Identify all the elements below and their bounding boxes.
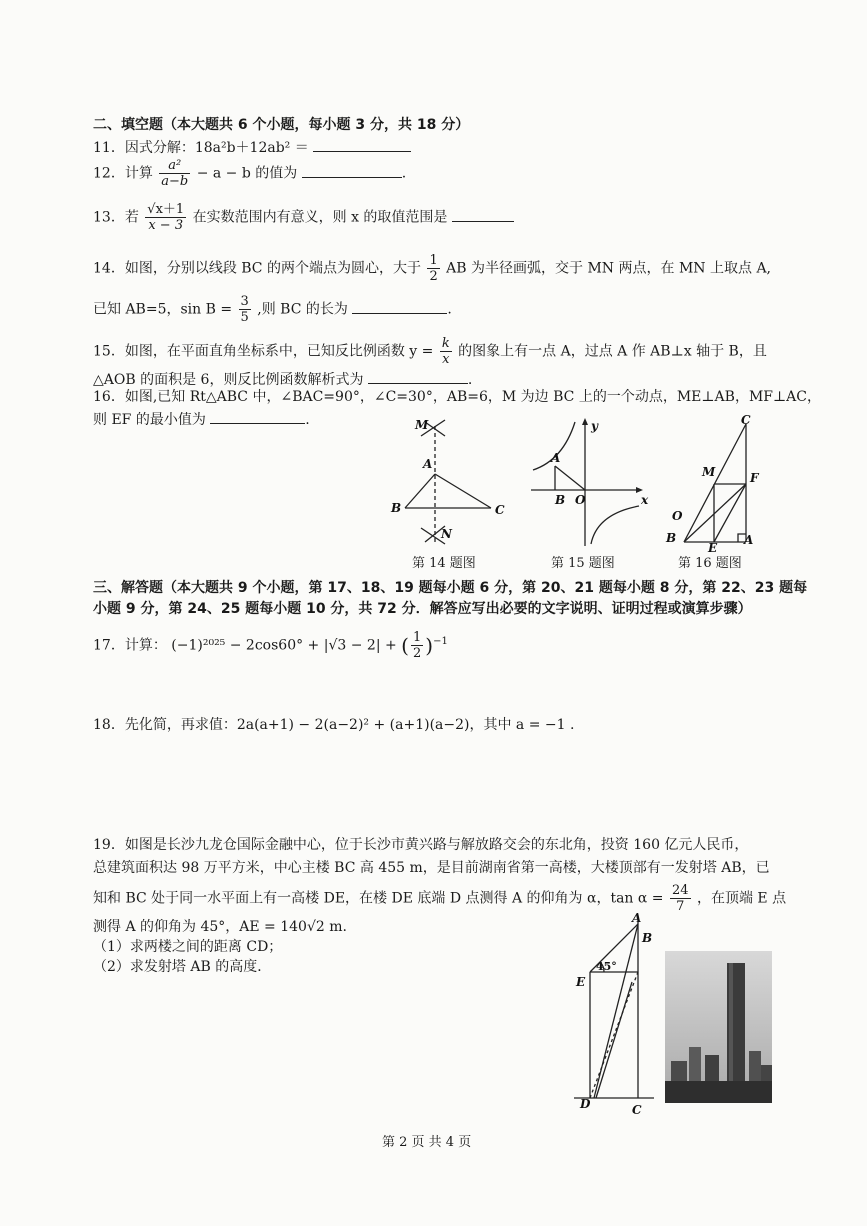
figure-19-photo	[665, 951, 772, 1103]
q17-fraction	[411, 630, 423, 661]
q12-end: .	[401, 165, 407, 182]
question-16-line-1: 16．如图,已知 Rt△ABC 中，∠BAC=90°，∠C=30°，AB=6，M 为边 BC 上的一个动点，ME⊥AB，MF⊥AC，	[93, 389, 821, 405]
question-19-line-3	[93, 883, 786, 914]
figure-15	[527, 414, 652, 554]
q14-text-b: AB 为半径画弧，交于 MN 两点，在 MN 上取点 A,	[446, 260, 772, 277]
q14-num: 1	[429, 253, 438, 268]
q14-fraction-half	[427, 253, 439, 284]
figure-14	[385, 414, 515, 554]
fig15-label-y: y	[591, 419, 598, 433]
q12-answer-blank[interactable]	[302, 163, 402, 178]
figure-14-caption: 第 14 题图	[412, 556, 476, 571]
fig14-label-n: N	[441, 527, 452, 541]
q17-num: 1	[412, 630, 422, 645]
question-19-line-4: 测得 A 的仰角为 45°，AE = 140√2 m.	[93, 919, 347, 935]
fig19-label-a: A	[632, 912, 642, 925]
q14-fraction-sin	[239, 294, 251, 325]
fig19-label-b: B	[642, 931, 653, 945]
question-17: 17．计算： (−1)²⁰²⁵ − 2cos60° + |√3 − 2| + ( $\frac{1}{2}$ )$^{-1}$	[93, 630, 448, 661]
q12-den: a−b	[161, 174, 189, 189]
fig15-label-x: x	[641, 493, 649, 507]
q11-text: 11．因式分解：18a²b＋12ab² ＝	[93, 140, 309, 156]
figure-16	[664, 414, 774, 554]
q13-prefix: 13．若	[93, 209, 139, 226]
question-16-line-2	[93, 409, 310, 429]
fig14-label-m: M	[415, 418, 429, 432]
q12-suffix: − a − b 的值为	[196, 165, 298, 182]
fig15-label-o: O	[575, 493, 586, 507]
page-footer: 第 2 页 共 4 页	[382, 1135, 472, 1150]
question-19-sub-1: （1）求两楼之间的距离 CD；	[93, 939, 283, 955]
q19-text-b: ，在顶端 E 点	[696, 890, 787, 907]
q14-text-a: 14．如图，分别以线段 BC 的两个端点为圆心，大于	[93, 260, 421, 277]
q15-end: .	[467, 372, 473, 388]
fig16-label-b: B	[666, 531, 677, 545]
q11-answer-blank[interactable]	[313, 137, 411, 152]
question-15-line-2	[93, 369, 472, 389]
q16-answer-blank[interactable]	[210, 409, 305, 424]
fig19-label-angle: 45°	[596, 960, 617, 973]
q14-num2: 3	[240, 294, 249, 309]
question-13	[93, 202, 514, 233]
q14-text-c: 已知 AB=5，sin B =	[93, 301, 233, 318]
q19-fraction	[670, 883, 691, 914]
q17-den: 2	[412, 646, 422, 661]
q13-answer-blank[interactable]	[452, 207, 514, 222]
fig16-label-o: O	[672, 509, 683, 523]
q14-answer-blank[interactable]	[352, 299, 447, 314]
question-18: 18．先化简，再求值：2a(a+1) − 2(a−2)² + (a+1)(a−2)，其中 a = −1 .	[93, 717, 575, 733]
q16-end: .	[305, 412, 310, 428]
q13-den: x − 3	[148, 218, 184, 233]
fig15-label-a: A	[551, 451, 561, 465]
fig14-label-a: A	[423, 457, 433, 471]
question-19-sub-2: （2）求发射塔 AB 的高度．	[93, 959, 272, 975]
q13-suffix: 在实数范围内有意义，则 x 的取值范围是	[192, 209, 448, 226]
q19-num: 24	[671, 883, 689, 898]
q12-num: a²	[159, 158, 190, 174]
question-15-line-1	[93, 336, 767, 367]
fig14-label-c: C	[495, 503, 505, 517]
fig16-label-f: F	[750, 471, 759, 485]
q14-text-d: ,则 BC 的长为	[257, 301, 348, 318]
fig19-label-d: D	[580, 1097, 591, 1111]
question-14-line-1	[93, 253, 771, 284]
q15-answer-blank[interactable]	[368, 369, 468, 384]
q15-text-c: △AOB 的面积是 6，则反比例函数解析式为	[93, 372, 364, 388]
q15-den: x	[442, 352, 450, 367]
section-2-header: 二、填空题（本大题共 6 个小题，每小题 3 分，共 18 分）	[93, 117, 470, 133]
q15-num: k	[441, 336, 450, 351]
q19-den: 7	[676, 899, 685, 914]
fig19-label-c: C	[632, 1103, 642, 1117]
fig16-label-a: A	[744, 533, 754, 547]
figure-15-caption: 第 15 题图	[551, 556, 615, 571]
q17-prefix: 17．计算：	[93, 637, 167, 654]
fig14-label-b: B	[391, 501, 402, 515]
fig19-label-e: E	[576, 975, 586, 989]
fig16-label-m: M	[702, 465, 716, 479]
q12-fraction	[159, 158, 190, 189]
q14-den2: 5	[240, 310, 249, 325]
fig15-label-b: B	[555, 493, 566, 507]
question-11	[93, 137, 411, 157]
figure-16-caption: 第 16 题图	[678, 556, 742, 571]
q14-end: .	[447, 301, 452, 318]
q15-text-a: 15．如图，在平面直角坐标系中，已知反比例函数 y =	[93, 343, 434, 360]
fig16-label-e: E	[708, 541, 718, 554]
section-3-header-line-1: 三、解答题（本大题共 9 个小题，第 17、18、19 题每小题 6 分，第 20、21 题每小题 8 分，第 22、23 题每	[93, 580, 808, 596]
q17-exponent: −1	[433, 635, 448, 647]
question-19-line-1: 19．如图是长沙九龙仓国际金融中心，位于长沙市黄兴路与解放路交会的东北角，投资 160 亿元人民币，	[93, 837, 749, 853]
question-19-line-2: 总建筑面积达 98 万平方米，中心主楼 BC 高 455 m，是目前湖南省第一高楼，大楼顶部有一发射塔 AB，已	[93, 860, 770, 876]
q17-expression: (−1)²⁰²⁵ − 2cos60° + |√3 − 2| +	[171, 637, 397, 654]
q16-text: 则 EF 的最小值为	[93, 412, 206, 428]
q15-fraction	[440, 336, 452, 367]
q14-den: 2	[429, 269, 438, 284]
question-12	[93, 158, 406, 189]
fig16-label-c: C	[741, 414, 751, 427]
question-14-line-2	[93, 294, 452, 325]
q15-text-b: 的图象上有一点 A，过点 A 作 AB⊥x 轴于 B，且	[458, 343, 767, 360]
q12-prefix: 12．计算	[93, 165, 153, 182]
q19-text-a: 知和 BC 处于同一水平面上有一高楼 DE，在楼 DE 底端 D 点测得 A 的仰角为 α，tan α =	[93, 890, 664, 907]
figure-19-diagram	[570, 912, 660, 1118]
q13-fraction	[145, 202, 186, 233]
q13-num: √x＋1	[147, 202, 185, 217]
section-3-header-line-2: 小题 9 分，第 24、25 题每小题 10 分，共 72 分．解答应写出必要的文字说明、证明过程或演算步骤）	[93, 601, 752, 617]
